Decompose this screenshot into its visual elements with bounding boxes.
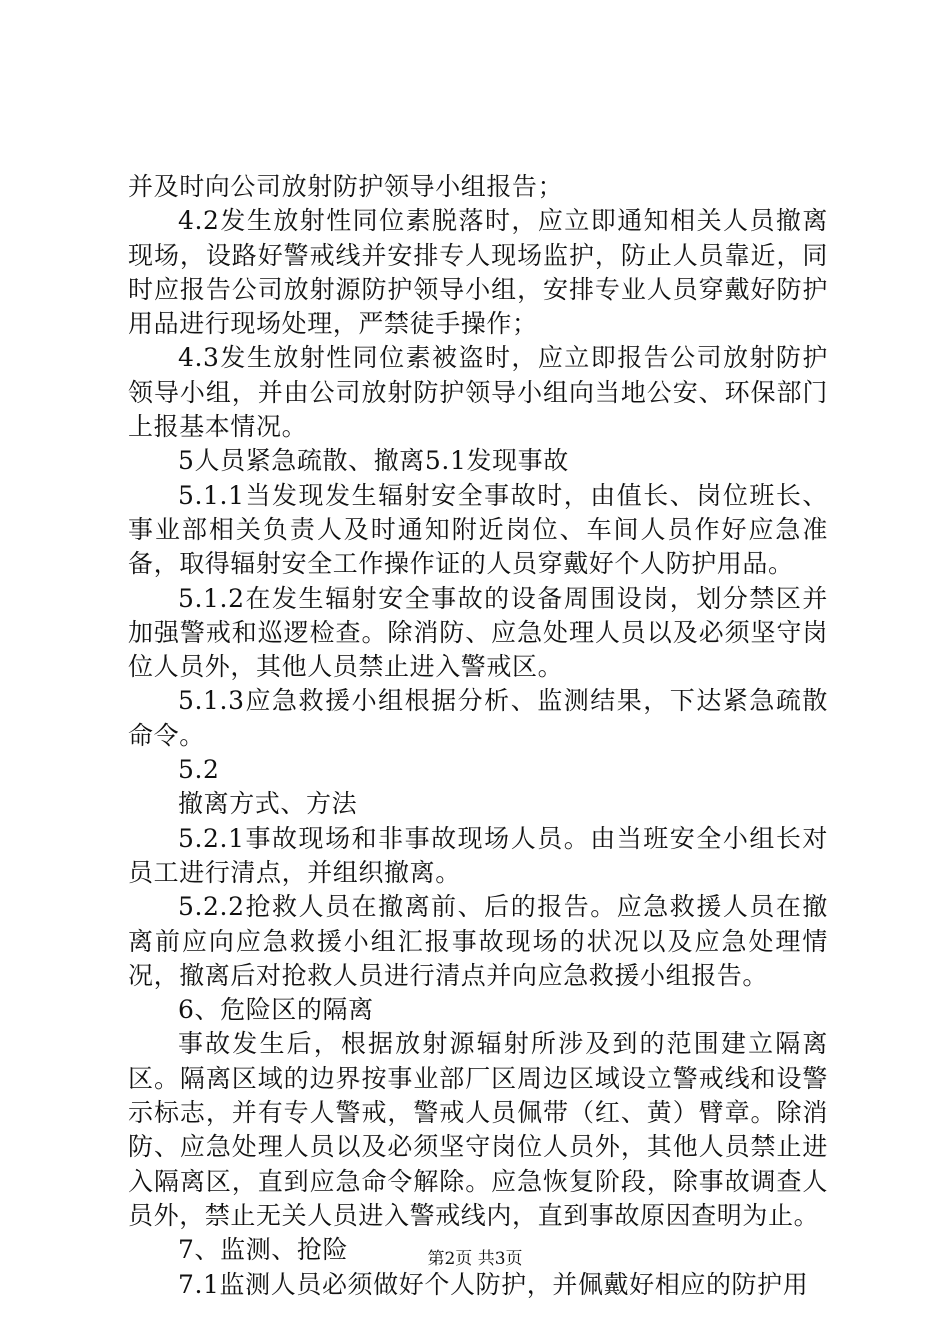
paragraph-4-3: 4.3发生放射性同位素被盗时，应立即报告公司放射防护领导小组，并由公司放射防护领导小组向当地公安、环保部门上报基本情况。 [128,343,828,442]
paragraph-5-2-2: 5.2.2抢救人员在撤离前、后的报告。应急救援人员在撤离前应向应急救援小组汇报事故现场的状况以及应急处理情况，撤离后对抢救人员进行清点并向应急救援小组报告。 [128,892,828,990]
heading-section-7: 7、监测、抢险 [178,1235,349,1265]
paragraph-7-1: 7.1监测人员必须做好个人防护，并佩戴好相应的防护用 [178,1269,809,1299]
paragraph-section-6-body: 事故发生后，根据放射源辐射所涉及到的范围建立隔离区。隔离区域的边界按事业部厂区周边区域设立警戒线和设警示标志，并有专人警戒，警戒人员佩带（红、黄）臂章。除消防、应急处理人员以及必须坚守岗位人员外，其他人员禁止进入隔离区，直到应急命令解除。应急恢复阶段，除事故调查人员外，禁止无关人员进入警戒线内，直到事故原因查明为止。 [128,1029,828,1230]
heading-5-2-title: 撤离方式、方法 [178,789,358,819]
paragraph-continuation: 并及时向公司放射防护领导小组报告； [128,172,564,201]
document-body [128,170,828,1302]
paragraph-4-2: 4.2发生放射性同位素脱落时，应立即通知相关人员撤离现场，设路好警戒线并安排专人现场监护，防止人员靠近，同时应报告公司放射源防护领导小组，安排专业人员穿戴好防护用品进行现场处理，严禁徒手操作； [128,206,828,339]
page-number-label: 第2页 共3页 [427,1249,523,1269]
heading-section-6: 6、危险区的隔离 [178,995,374,1025]
paragraph-5-1-3: 5.1.3应急救援小组根据分析、监测结果，下达紧急疏散命令。 [128,686,828,750]
paragraph-5-1-1: 5.1.1当发现发生辐射安全事故时，由值长、岗位班长、事业部相关负责人及时通知附近岗位、车间人员作好应急准备，取得辐射安全工作操作证的人员穿戴好个人防护用品。 [128,480,828,579]
heading-5-2-number: 5.2 [178,755,220,785]
heading-section-5: 5人员紧急疏散、撤离5.1发现事故 [178,446,569,476]
paragraph-5-1-2: 5.1.2在发生辐射安全事故的设备周围设岗，划分禁区并加强警戒和巡逻检查。除消防、应急处理人员以及必须坚守岗位人员外，其他人员禁止进入警戒区。 [128,583,828,682]
paragraph-5-2-1: 5.2.1事故现场和非事故现场人员。由当班安全小组长对员工进行清点，并组织撤离。 [128,823,828,887]
page-footer [0,1244,950,1269]
